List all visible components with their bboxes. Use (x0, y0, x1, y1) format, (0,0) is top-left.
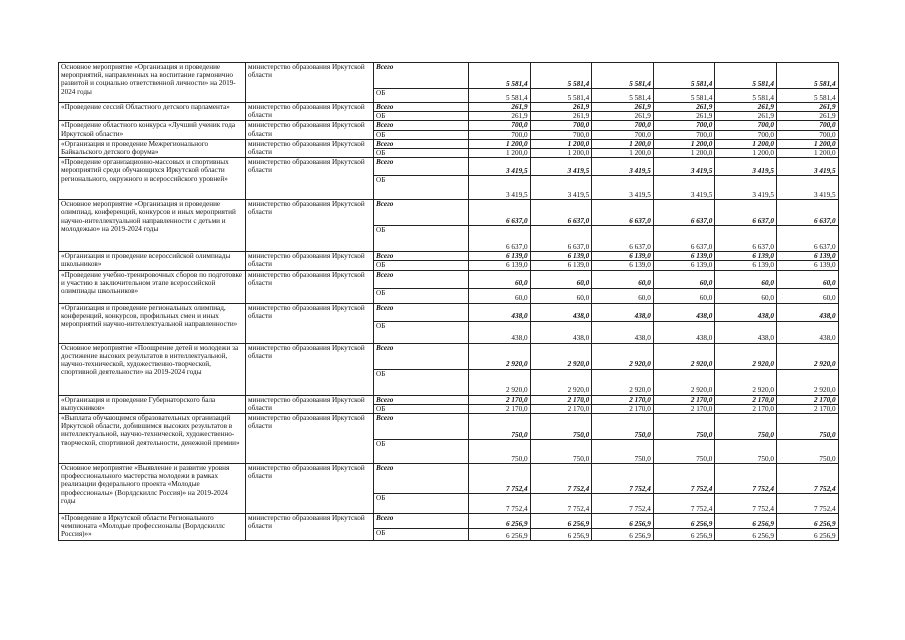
total-amount-cell: 1 200,0 (592, 139, 654, 148)
total-amount-cell: 2 170,0 (469, 395, 531, 404)
total-amount-cell: 6 139,0 (469, 252, 531, 261)
total-amount-cell: 261,9 (715, 103, 777, 112)
funding-type-ob: ОБ (374, 261, 469, 270)
total-amount-cell: 438,0 (715, 303, 777, 321)
ob-amount-cell: 5 581,4 (653, 89, 715, 103)
ob-amount-cell: 750,0 (592, 440, 654, 464)
table-row (59, 252, 839, 261)
total-amount-cell: 261,9 (530, 103, 592, 112)
funding-type-ob: ОБ (374, 176, 469, 200)
funding-type-ob: ОБ (374, 440, 469, 464)
ob-amount-cell: 2 170,0 (715, 404, 777, 413)
ob-amount-cell: 6 637,0 (469, 226, 531, 252)
ob-amount-cell: 1 200,0 (653, 149, 715, 158)
ob-amount-cell: 6 637,0 (653, 226, 715, 252)
ob-amount-cell: 7 752,4 (653, 494, 715, 514)
ob-amount-cell: 7 752,4 (715, 494, 777, 514)
activity-name: Основное мероприятие «Организация и проведение олимпиад, конференций, конкурсов и иных мероприятий научно-интеллектуальной направленности с детьми и молодежью» на 2019-2024 годы (59, 200, 246, 252)
activity-name: «Выплата обучающимся образовательных организаций Иркутской области, добившимся высоких результатов в интеллектуальной, научно-технической, художественно-творческой, спортивной деятельности, денежной премии» (59, 414, 246, 464)
ob-amount-cell: 1 200,0 (715, 149, 777, 158)
ob-amount-cell: 438,0 (530, 321, 592, 343)
table-row (59, 139, 839, 148)
executor-name: министерство образования Иркутской области (246, 514, 374, 541)
funding-type-total: Всего (374, 270, 469, 288)
total-amount-cell: 750,0 (530, 414, 592, 440)
ob-amount-cell: 6 139,0 (653, 261, 715, 270)
total-amount-cell: 7 752,4 (592, 464, 654, 494)
executor-name: министерство образования Иркутской области (246, 303, 374, 343)
executor-name: министерство образования Иркутской области (246, 103, 374, 121)
executor-name: министерство образования Иркутской области (246, 139, 374, 157)
ob-amount-cell: 6 256,9 (715, 529, 777, 541)
table-row (59, 270, 839, 288)
ob-amount-cell: 5 581,4 (469, 89, 531, 103)
total-amount-cell: 2 170,0 (653, 395, 715, 404)
funding-type-ob: ОБ (374, 321, 469, 343)
ob-amount-cell: 6 637,0 (776, 226, 838, 252)
total-amount-cell: 7 752,4 (776, 464, 838, 494)
funding-type-total: Всего (374, 139, 469, 148)
ob-amount-cell: 438,0 (776, 321, 838, 343)
total-amount-cell: 6 256,9 (776, 514, 838, 529)
ob-amount-cell: 5 581,4 (592, 89, 654, 103)
funding-type-total: Всего (374, 303, 469, 321)
total-amount-cell: 2 170,0 (776, 395, 838, 404)
funding-type-ob: ОБ (374, 404, 469, 413)
ob-amount-cell: 5 581,4 (530, 89, 592, 103)
ob-amount-cell: 6 139,0 (776, 261, 838, 270)
ob-amount-cell: 6 256,9 (776, 529, 838, 541)
total-amount-cell: 1 200,0 (653, 139, 715, 148)
ob-amount-cell: 60,0 (530, 288, 592, 303)
ob-amount-cell: 6 139,0 (530, 261, 592, 270)
total-amount-cell: 750,0 (653, 414, 715, 440)
ob-amount-cell: 438,0 (469, 321, 531, 343)
total-amount-cell: 7 752,4 (469, 464, 531, 494)
table-row (59, 200, 839, 226)
ob-amount-cell: 3 419,5 (530, 176, 592, 200)
total-amount-cell: 750,0 (592, 414, 654, 440)
table-row (59, 303, 839, 321)
ob-amount-cell: 2 920,0 (530, 369, 592, 395)
total-amount-cell: 7 752,4 (653, 464, 715, 494)
executor-name: министерство образования Иркутской области (246, 343, 374, 395)
activity-name: Основное мероприятие «Поощрение детей и молодежи за достижение высоких результатов в интеллектуальной, научно-технической, художественно-творческой, спортивной деятельности» на 2019-2024 годы (59, 343, 246, 395)
activity-name: «Проведение в Иркутской области Регионального чемпионата «Молодые профессионалы (Ворлдскиллс Россия)»» (59, 514, 246, 541)
ob-amount-cell: 2 170,0 (776, 404, 838, 413)
total-amount-cell: 6 256,9 (530, 514, 592, 529)
ob-amount-cell: 1 200,0 (592, 149, 654, 158)
funding-type-total: Всего (374, 343, 469, 369)
ob-amount-cell: 6 637,0 (715, 226, 777, 252)
ob-amount-cell: 6 256,9 (530, 529, 592, 541)
total-amount-cell: 261,9 (776, 103, 838, 112)
total-amount-cell: 5 581,4 (530, 63, 592, 89)
activity-name: «Проведение сессий Областного детского парламента» (59, 103, 246, 121)
total-amount-cell: 5 581,4 (715, 63, 777, 89)
total-amount-cell: 2 920,0 (469, 343, 531, 369)
total-amount-cell: 700,0 (715, 121, 777, 130)
ob-amount-cell: 750,0 (715, 440, 777, 464)
total-amount-cell: 6 139,0 (715, 252, 777, 261)
funding-type-total: Всего (374, 158, 469, 176)
total-amount-cell: 2 920,0 (776, 343, 838, 369)
funding-type-ob: ОБ (374, 112, 469, 121)
total-amount-cell: 438,0 (530, 303, 592, 321)
activity-name: «Организация и проведение Губернаторского бала выпускников» (59, 395, 246, 413)
ob-amount-cell: 6 256,9 (592, 529, 654, 541)
total-amount-cell: 3 419,5 (469, 158, 531, 176)
ob-amount-cell: 438,0 (653, 321, 715, 343)
ob-amount-cell: 60,0 (469, 288, 531, 303)
ob-amount-cell: 261,9 (776, 112, 838, 121)
funding-type-total: Всего (374, 63, 469, 89)
total-amount-cell: 6 139,0 (592, 252, 654, 261)
ob-amount-cell: 3 419,5 (776, 176, 838, 200)
table-row (59, 63, 839, 89)
total-amount-cell: 6 637,0 (715, 200, 777, 226)
ob-amount-cell: 261,9 (592, 112, 654, 121)
total-amount-cell: 5 581,4 (469, 63, 531, 89)
ob-amount-cell: 3 419,5 (592, 176, 654, 200)
ob-amount-cell: 2 920,0 (592, 369, 654, 395)
total-amount-cell: 438,0 (653, 303, 715, 321)
total-amount-cell: 438,0 (776, 303, 838, 321)
executor-name: министерство образования Иркутской области (246, 464, 374, 514)
ob-amount-cell: 5 581,4 (715, 89, 777, 103)
ob-amount-cell: 2 920,0 (715, 369, 777, 395)
total-amount-cell: 438,0 (469, 303, 531, 321)
total-amount-cell: 7 752,4 (530, 464, 592, 494)
table-row (59, 158, 839, 176)
total-amount-cell: 5 581,4 (776, 63, 838, 89)
total-amount-cell: 750,0 (469, 414, 531, 440)
budget-table-body (59, 63, 839, 541)
total-amount-cell: 750,0 (715, 414, 777, 440)
activity-name: «Организация и проведение региональных олимпиад, конференций, конкурсов, профильных смен и иных мероприятий научно-интеллектуальной направленности» (59, 303, 246, 343)
total-amount-cell: 60,0 (653, 270, 715, 288)
ob-amount-cell: 261,9 (530, 112, 592, 121)
total-amount-cell: 700,0 (469, 121, 531, 130)
ob-amount-cell: 700,0 (530, 130, 592, 139)
activity-name: «Организация и проведение всероссийской олимпиады школьников» (59, 252, 246, 270)
total-amount-cell: 6 256,9 (469, 514, 531, 529)
ob-amount-cell: 3 419,5 (653, 176, 715, 200)
ob-amount-cell: 60,0 (715, 288, 777, 303)
total-amount-cell: 6 637,0 (592, 200, 654, 226)
funding-type-ob: ОБ (374, 369, 469, 395)
ob-amount-cell: 750,0 (776, 440, 838, 464)
total-amount-cell: 3 419,5 (530, 158, 592, 176)
ob-amount-cell: 261,9 (469, 112, 531, 121)
ob-amount-cell: 60,0 (592, 288, 654, 303)
activity-name: «Проведение областного конкурса «Лучший ученик года Иркутской области» (59, 121, 246, 139)
ob-amount-cell: 3 419,5 (715, 176, 777, 200)
ob-amount-cell: 700,0 (653, 130, 715, 139)
funding-type-ob: ОБ (374, 149, 469, 158)
total-amount-cell: 700,0 (653, 121, 715, 130)
total-amount-cell: 1 200,0 (715, 139, 777, 148)
table-row (59, 343, 839, 369)
table-row (59, 103, 839, 112)
ob-amount-cell: 2 170,0 (469, 404, 531, 413)
ob-amount-cell: 438,0 (592, 321, 654, 343)
ob-amount-cell: 1 200,0 (530, 149, 592, 158)
total-amount-cell: 700,0 (530, 121, 592, 130)
total-amount-cell: 60,0 (776, 270, 838, 288)
total-amount-cell: 3 419,5 (776, 158, 838, 176)
table-row (59, 414, 839, 440)
total-amount-cell: 7 752,4 (715, 464, 777, 494)
total-amount-cell: 1 200,0 (469, 139, 531, 148)
ob-amount-cell: 700,0 (469, 130, 531, 139)
ob-amount-cell: 60,0 (653, 288, 715, 303)
ob-amount-cell: 750,0 (653, 440, 715, 464)
total-amount-cell: 261,9 (653, 103, 715, 112)
total-amount-cell: 60,0 (715, 270, 777, 288)
executor-name: министерство образования Иркутской области (246, 270, 374, 303)
ob-amount-cell: 60,0 (776, 288, 838, 303)
table-row (59, 121, 839, 130)
total-amount-cell: 6 637,0 (776, 200, 838, 226)
executor-name: министерство образования Иркутской области (246, 414, 374, 464)
total-amount-cell: 261,9 (592, 103, 654, 112)
total-amount-cell: 750,0 (776, 414, 838, 440)
ob-amount-cell: 261,9 (653, 112, 715, 121)
executor-name: министерство образования Иркутской области (246, 63, 374, 103)
ob-amount-cell: 750,0 (469, 440, 531, 464)
ob-amount-cell: 7 752,4 (776, 494, 838, 514)
total-amount-cell: 2 170,0 (592, 395, 654, 404)
funding-type-total: Всего (374, 414, 469, 440)
ob-amount-cell: 5 581,4 (776, 89, 838, 103)
total-amount-cell: 60,0 (530, 270, 592, 288)
executor-name: министерство образования Иркутской области (246, 121, 374, 139)
executor-name: министерство образования Иркутской области (246, 395, 374, 413)
funding-type-total: Всего (374, 514, 469, 529)
funding-type-total: Всего (374, 103, 469, 112)
activity-name: «Проведение учебно-тренировочных сборов по подготовке и участию в заключительном этапе всероссийской олимпиады школьников» (59, 270, 246, 303)
ob-amount-cell: 700,0 (776, 130, 838, 139)
ob-amount-cell: 2 920,0 (653, 369, 715, 395)
total-amount-cell: 2 920,0 (715, 343, 777, 369)
total-amount-cell: 6 256,9 (715, 514, 777, 529)
ob-amount-cell: 2 920,0 (776, 369, 838, 395)
total-amount-cell: 6 139,0 (776, 252, 838, 261)
total-amount-cell: 60,0 (469, 270, 531, 288)
funding-type-total: Всего (374, 200, 469, 226)
ob-amount-cell: 6 139,0 (715, 261, 777, 270)
total-amount-cell: 6 637,0 (530, 200, 592, 226)
ob-amount-cell: 6 139,0 (592, 261, 654, 270)
total-amount-cell: 2 920,0 (530, 343, 592, 369)
ob-amount-cell: 261,9 (715, 112, 777, 121)
ob-amount-cell: 2 170,0 (653, 404, 715, 413)
table-row (59, 514, 839, 529)
ob-amount-cell: 6 256,9 (469, 529, 531, 541)
total-amount-cell: 2 170,0 (530, 395, 592, 404)
ob-amount-cell: 7 752,4 (530, 494, 592, 514)
funding-type-ob: ОБ (374, 494, 469, 514)
funding-type-ob: ОБ (374, 226, 469, 252)
ob-amount-cell: 438,0 (715, 321, 777, 343)
total-amount-cell: 3 419,5 (653, 158, 715, 176)
ob-amount-cell: 2 920,0 (469, 369, 531, 395)
total-amount-cell: 2 920,0 (653, 343, 715, 369)
ob-amount-cell: 700,0 (715, 130, 777, 139)
total-amount-cell: 438,0 (592, 303, 654, 321)
table-row (59, 464, 839, 494)
ob-amount-cell: 7 752,4 (592, 494, 654, 514)
total-amount-cell: 6 256,9 (592, 514, 654, 529)
ob-amount-cell: 1 200,0 (469, 149, 531, 158)
ob-amount-cell: 6 637,0 (530, 226, 592, 252)
funding-type-ob: ОБ (374, 288, 469, 303)
ob-amount-cell: 2 170,0 (530, 404, 592, 413)
funding-type-total: Всего (374, 464, 469, 494)
total-amount-cell: 5 581,4 (653, 63, 715, 89)
executor-name: министерство образования Иркутской области (246, 200, 374, 252)
activity-name: «Проведение организационно-массовых и спортивных мероприятий среди обучающихся Иркутской области регионального, окружного и всероссийского уровней» (59, 158, 246, 200)
funding-type-total: Всего (374, 395, 469, 404)
funding-type-ob: ОБ (374, 89, 469, 103)
total-amount-cell: 60,0 (592, 270, 654, 288)
funding-type-ob: ОБ (374, 130, 469, 139)
total-amount-cell: 1 200,0 (530, 139, 592, 148)
ob-amount-cell: 700,0 (592, 130, 654, 139)
total-amount-cell: 6 256,9 (653, 514, 715, 529)
total-amount-cell: 700,0 (776, 121, 838, 130)
funding-type-total: Всего (374, 121, 469, 130)
total-amount-cell: 261,9 (469, 103, 531, 112)
table-row (59, 395, 839, 404)
activity-name: «Организация и проведение Межрегионального Байкальского детского форума» (59, 139, 246, 157)
total-amount-cell: 5 581,4 (592, 63, 654, 89)
total-amount-cell: 700,0 (592, 121, 654, 130)
total-amount-cell: 6 139,0 (653, 252, 715, 261)
ob-amount-cell: 1 200,0 (776, 149, 838, 158)
budget-table-page (58, 62, 838, 541)
funding-type-ob: ОБ (374, 529, 469, 541)
activity-name: Основное мероприятие «Организация и проведение мероприятий, направленных на воспитание гармонично развитой и социально ответственной личности» на 2019-2024 годы (59, 63, 246, 103)
ob-amount-cell: 7 752,4 (469, 494, 531, 514)
ob-amount-cell: 750,0 (530, 440, 592, 464)
executor-name: министерство образования Иркутской области (246, 252, 374, 270)
total-amount-cell: 3 419,5 (592, 158, 654, 176)
ob-amount-cell: 3 419,5 (469, 176, 531, 200)
total-amount-cell: 1 200,0 (776, 139, 838, 148)
ob-amount-cell: 2 170,0 (592, 404, 654, 413)
ob-amount-cell: 6 637,0 (592, 226, 654, 252)
total-amount-cell: 6 637,0 (653, 200, 715, 226)
activity-name: Основное мероприятие «Выявление и развитие уровня профессионального мастерства молодежи в рамках реализации федерального проекта «Молодые профессионалы» (Ворлдскиллс Россия)» на 2019-2024 годы (59, 464, 246, 514)
ob-amount-cell: 6 256,9 (653, 529, 715, 541)
total-amount-cell: 2 170,0 (715, 395, 777, 404)
total-amount-cell: 6 637,0 (469, 200, 531, 226)
ob-amount-cell: 6 139,0 (469, 261, 531, 270)
total-amount-cell: 3 419,5 (715, 158, 777, 176)
funding-type-total: Всего (374, 252, 469, 261)
executor-name: министерство образования Иркутской области (246, 158, 374, 200)
budget-table (58, 62, 839, 541)
total-amount-cell: 6 139,0 (530, 252, 592, 261)
total-amount-cell: 2 920,0 (592, 343, 654, 369)
